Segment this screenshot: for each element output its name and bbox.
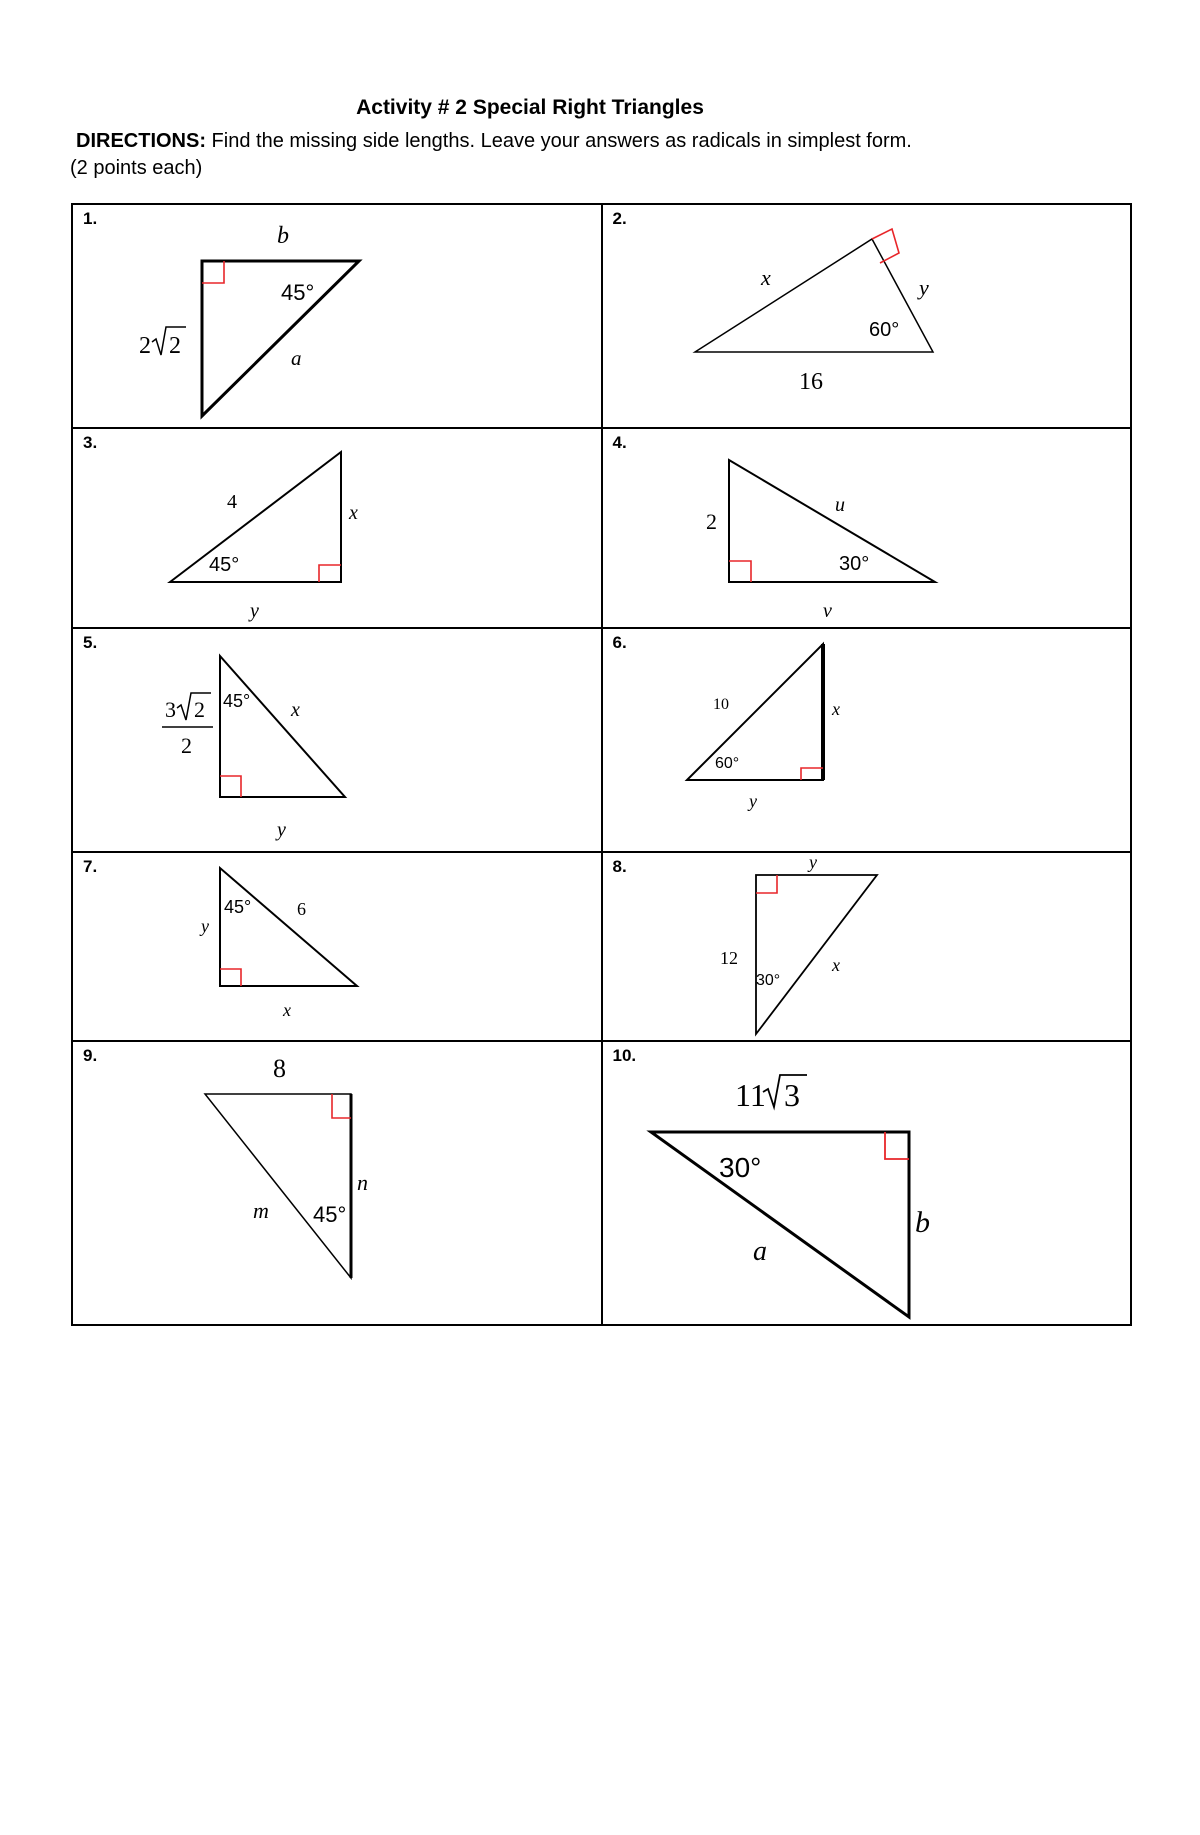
problems-table (71, 203, 1132, 1326)
problem-number: 5. (83, 633, 98, 652)
triangle-outline (170, 452, 341, 582)
problem-number: 6. (612, 633, 627, 652)
triangle-diagram-2 (603, 205, 1131, 429)
triangle-outline (205, 1094, 351, 1278)
side-label-top-coef: 11 (734, 1077, 766, 1113)
side-label-left: 2 (705, 509, 717, 534)
angle-label: 45° (224, 897, 252, 917)
right-angle-marker (729, 561, 751, 582)
right-angle-marker (220, 969, 241, 986)
problem-cell-8 (602, 852, 1132, 1041)
triangle-diagram-1 (73, 205, 601, 429)
frac-denominator: 2 (181, 733, 192, 758)
triangle-diagram-3 (73, 429, 601, 629)
side-label-x: x (760, 265, 771, 290)
side-label-n: n (357, 1170, 368, 1195)
side-label-y: y (748, 791, 757, 811)
problem-number: 7. (83, 857, 98, 876)
problem-number: 8. (612, 857, 627, 876)
problem-cell-2 (602, 204, 1132, 428)
triangle-diagram-6 (603, 629, 1131, 853)
directions-label: DIRECTIONS: (76, 130, 206, 152)
problem-number: 1. (83, 209, 98, 228)
side-label-m: m (253, 1198, 269, 1223)
side-label-y: y (808, 853, 817, 872)
triangle-diagram-8 (603, 853, 1131, 1042)
problem-cell-3 (72, 428, 602, 628)
side-label-u: u (834, 494, 845, 516)
angle-label: 45° (313, 1202, 347, 1227)
problem-cell-6 (602, 628, 1132, 852)
right-angle-marker (220, 776, 241, 797)
points-note: (2 points each) (70, 157, 203, 179)
problem-cell-4 (602, 428, 1132, 628)
problem-cell-1 (72, 204, 602, 428)
side-label-y: y (918, 275, 929, 300)
triangle-outline (729, 460, 935, 582)
side-label-left: 12 (719, 948, 738, 968)
problem-cell-9 (72, 1041, 602, 1325)
side-label-x: x (291, 699, 300, 721)
problem-cell-5 (72, 628, 602, 852)
problem-number: 10. (612, 1046, 637, 1065)
directions-body: Find the missing side lengths. Leave your answers as radicals in simplest form. (206, 130, 912, 152)
right-angle-marker (756, 875, 777, 893)
angle-label: 30° (838, 553, 869, 575)
angle-label: 45° (281, 280, 315, 305)
triangle-outline (651, 1132, 909, 1317)
frac-coef: 3 (165, 697, 176, 722)
right-angle-marker (801, 768, 823, 780)
triangle-diagram-10 (603, 1042, 1131, 1326)
worksheet-title: Activity # 2 Special Right Triangles (356, 96, 704, 119)
problem-number: 9. (83, 1046, 98, 1065)
angle-label: 60° (868, 319, 899, 341)
side-label-hyp: 10 (712, 696, 729, 713)
side-label-top-radicand: 3 (783, 1077, 800, 1113)
side-label-y: y (250, 600, 259, 622)
side-label-y: y (201, 916, 209, 936)
side-label-hyp: 4 (227, 491, 237, 513)
angle-label: 45° (223, 691, 251, 711)
triangle-diagram-9 (73, 1042, 601, 1326)
problem-cell-7 (72, 852, 602, 1041)
triangle-diagram-5 (73, 629, 601, 853)
side-label-b: b (277, 223, 289, 249)
angle-label: 30° (755, 972, 780, 989)
side-label-x: x (831, 699, 840, 719)
directions-text (76, 130, 912, 153)
frac-radicand: 2 (194, 697, 205, 722)
triangle-outline (687, 644, 823, 780)
side-label-a: a (752, 1236, 767, 1267)
triangle-diagram-7 (73, 853, 601, 1042)
side-label-radicand: 2 (169, 333, 181, 359)
side-label-hyp: 6 (297, 899, 306, 919)
right-angle-marker (202, 261, 224, 283)
triangle-diagram-4 (603, 429, 1131, 629)
side-label-x: x (831, 955, 840, 975)
side-label-a: a (291, 346, 302, 370)
side-label-x: x (349, 502, 358, 524)
side-label-coef: 2 (139, 333, 151, 359)
side-label-top: 8 (273, 1054, 286, 1083)
problem-number: 4. (612, 433, 627, 452)
angle-label: 45° (209, 554, 240, 576)
side-label-x: x (283, 1000, 291, 1020)
angle-label: 60° (714, 755, 739, 772)
problem-cell-10 (602, 1041, 1132, 1325)
problem-number: 2. (612, 209, 627, 228)
side-label-v: v (822, 600, 832, 622)
angle-label: 30° (718, 1152, 761, 1183)
right-angle-marker (319, 565, 341, 582)
side-label-base: 16 (798, 369, 823, 395)
right-angle-marker (885, 1132, 909, 1159)
triangle-outline (756, 875, 877, 1034)
right-angle-marker (332, 1094, 351, 1118)
side-label-y: y (277, 819, 286, 841)
problem-number: 3. (83, 433, 98, 452)
side-label-b: b (914, 1206, 930, 1239)
